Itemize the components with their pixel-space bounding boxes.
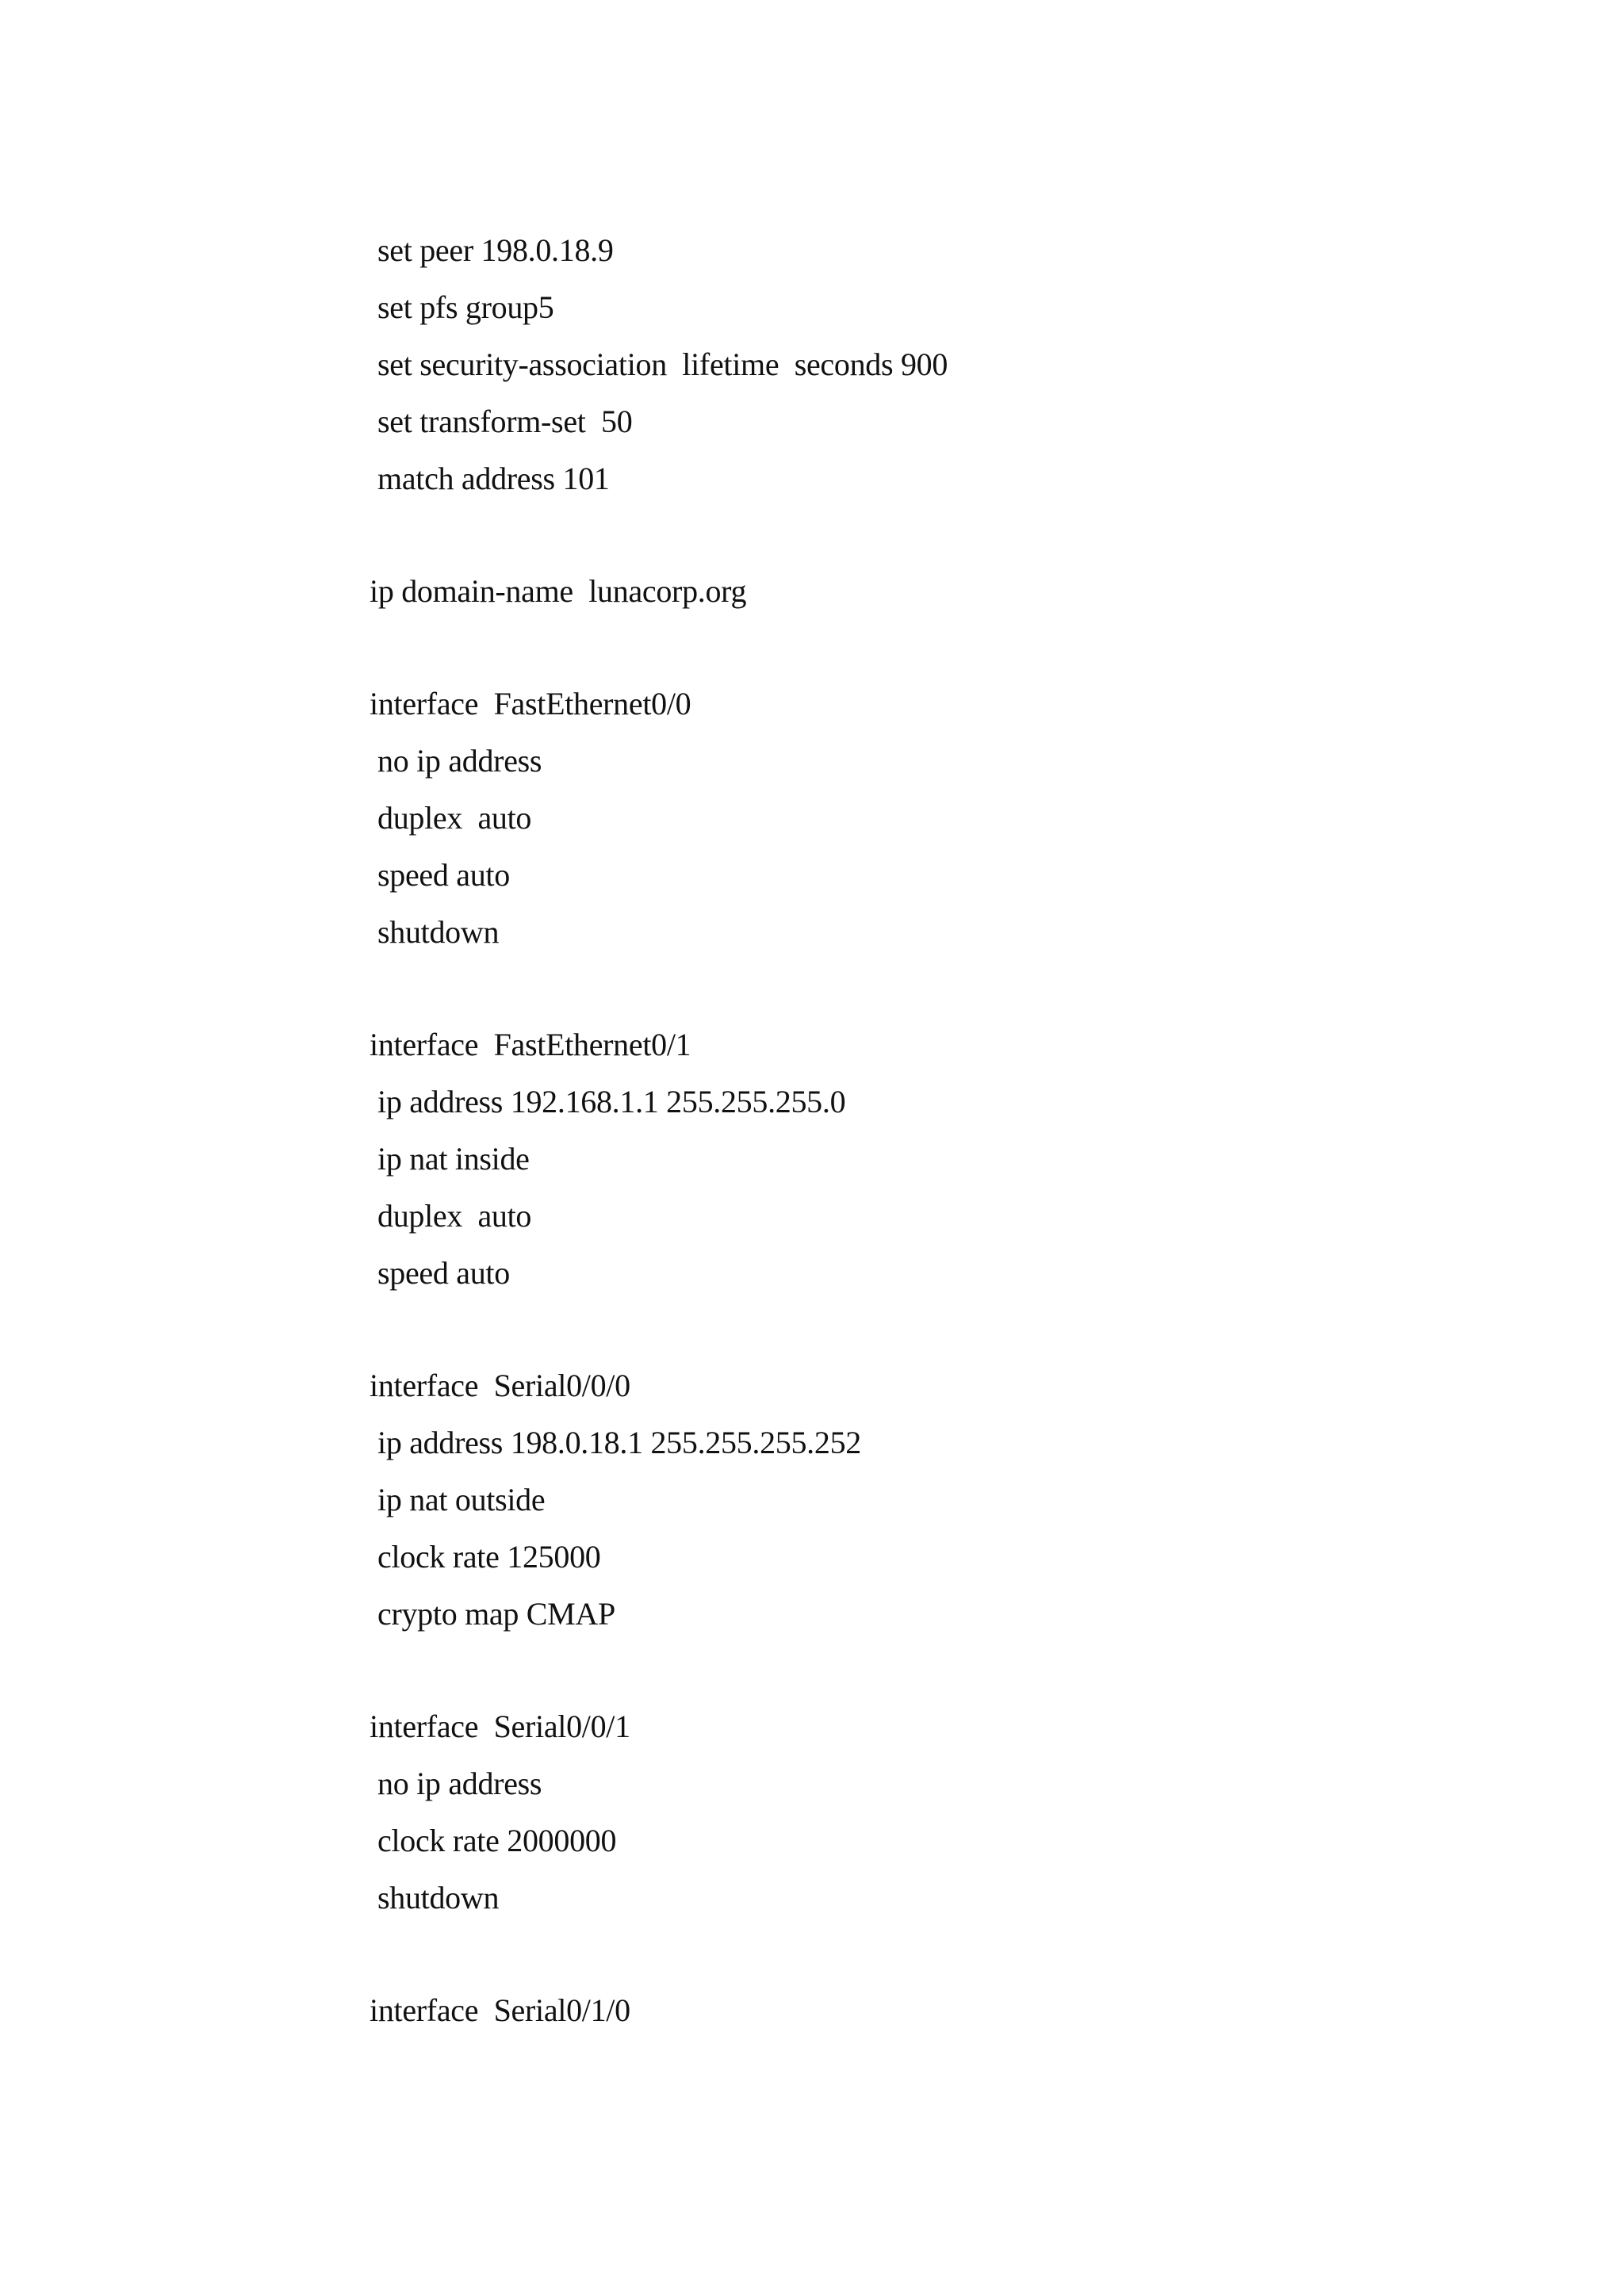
config-line-ip-address-lan: ip address 192.168.1.1 255.255.255.0 [377,1084,846,1119]
config-line-speed-auto: speed auto [377,1255,510,1291]
config-line-speed-auto: speed auto [377,857,510,893]
config-line-interface-serial-0-0-0: interface Serial0/0/0 [370,1368,630,1403]
config-line-no-ip-address: no ip address [377,1766,542,1801]
config-line-security-association: set security-association lifetime seconds 900 [377,346,948,382]
config-line-shutdown: shutdown [377,1880,500,1915]
config-line-domain-name: ip domain-name lunacorp.org [370,573,747,609]
config-line-transform-set: set transform-set 50 [377,404,633,439]
config-line-ip-address-wan: ip address 198.0.18.1 255.255.255.252 [377,1425,861,1460]
config-line-interface-fastethernet-0-0: interface FastEthernet0/0 [370,686,691,721]
config-line-no-ip-address: no ip address [377,743,542,779]
config-line-shutdown: shutdown [377,914,500,950]
config-line-duplex-auto: duplex auto [377,1198,532,1234]
config-line-interface-serial-0-1-0: interface Serial0/1/0 [370,1992,630,2028]
config-line-set-peer: set peer 198.0.18.9 [377,232,614,268]
config-line-crypto-map: crypto map CMAP [377,1596,615,1632]
config-line-match-address: match address 101 [377,461,610,496]
config-line-duplex-auto: duplex auto [377,800,532,836]
config-line-clock-rate: clock rate 125000 [377,1539,601,1575]
config-line-set-pfs: set pfs group5 [377,289,554,325]
config-line-clock-rate: clock rate 2000000 [377,1823,617,1858]
config-line-ip-nat-inside: ip nat inside [377,1141,530,1177]
config-line-ip-nat-outside: ip nat outside [377,1482,546,1517]
config-line-interface-serial-0-0-1: interface Serial0/0/1 [370,1709,630,1744]
config-line-interface-fastethernet-0-1: interface FastEthernet0/1 [370,1027,691,1062]
